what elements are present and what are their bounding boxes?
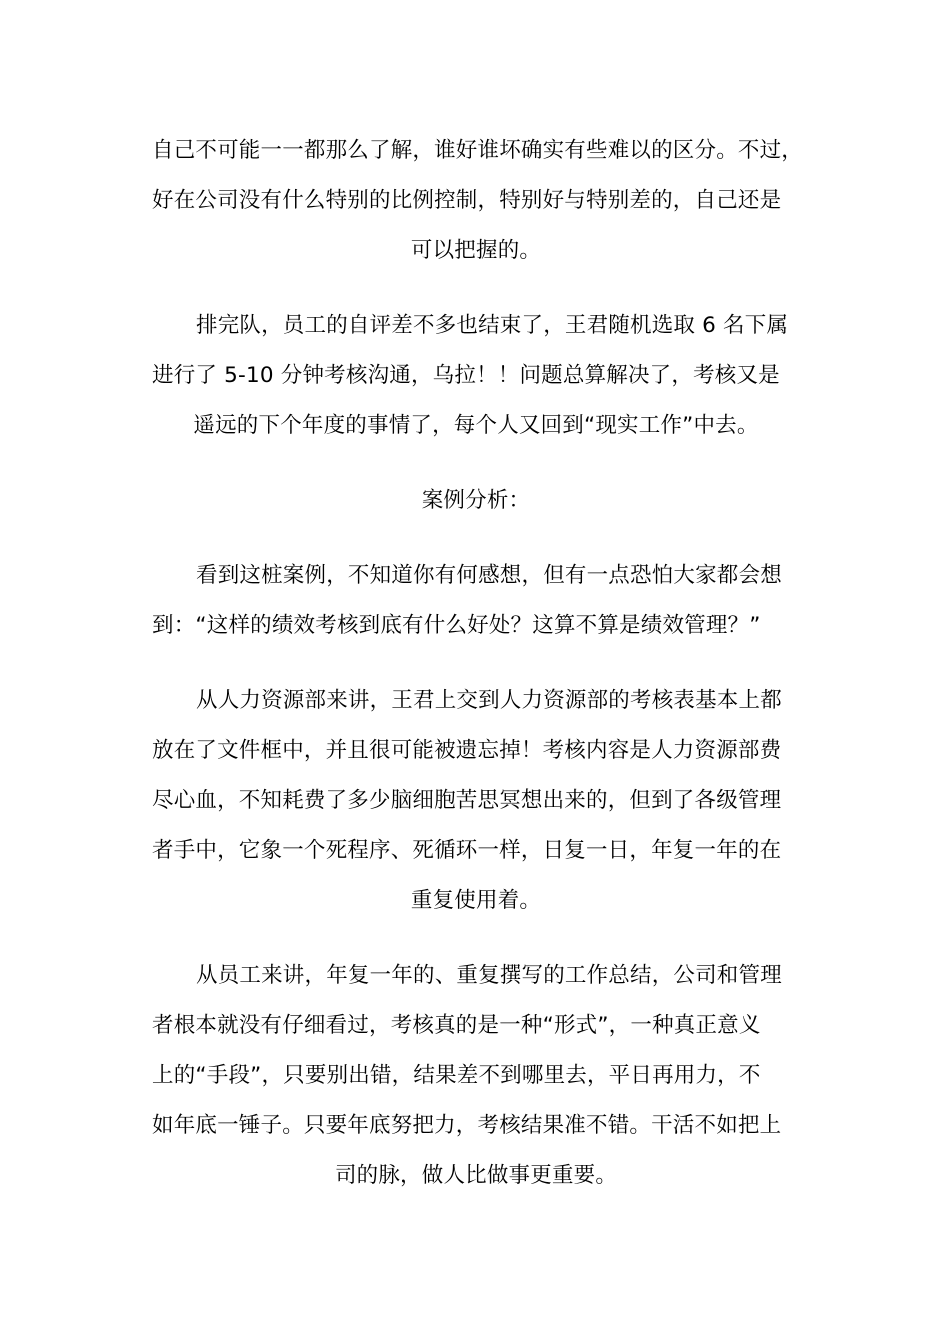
text-line: 看到这桩案例，不知道你有何感想，但有一点恐怕大家都会想	[196, 563, 782, 588]
text-line: 尽心血，不知耗费了多少脑细胞苦思冥想出来的，但到了各级管理	[152, 788, 782, 813]
text-line: 自己不可能一一都那么了解，谁好谁坏确实有些难以的区分。不过，	[152, 138, 804, 163]
text-line: 可以把握的。	[410, 238, 542, 263]
text-line: 重复使用着。	[410, 888, 542, 913]
section-heading: 案例分析：	[421, 488, 531, 513]
text-line: 者手中，它象一个死程序、死循环一样，日复一日，年复一年的在	[152, 838, 782, 863]
text-line: 到：“这样的绩效考核到底有什么好处？这算不算是绩效管理？”	[152, 613, 761, 638]
text-line: 者根本就没有仔细看过，考核真的是一种“形式”，一种真正意义	[152, 1013, 761, 1038]
text-line: 进行了 5-10 分钟考核沟通，乌拉！！问题总算解决了，考核又是	[152, 363, 780, 388]
text-line: 放在了文件框中，并且很可能被遗忘掉！考核内容是人力资源部费	[152, 738, 782, 763]
text-line: 遥远的下个年度的事情了，每个人又回到“现实工作”中去。	[193, 413, 759, 438]
text-line: 排完队，员工的自评差不多也结束了，王君随机选取 6 名下属	[196, 313, 789, 338]
text-line: 好在公司没有什么特别的比例控制，特别好与特别差的，自己还是	[152, 188, 782, 213]
text-line: 上的“手段”，只要别出错，结果差不到哪里去，平日再用力，不	[152, 1063, 761, 1088]
text-line: 从人力资源部来讲，王君上交到人力资源部的考核表基本上都	[196, 688, 782, 713]
text-line: 如年底一锤子。只要年底努把力，考核结果准不错。干活不如把上	[152, 1113, 782, 1138]
text-line: 从员工来讲，年复一年的、重复撰写的工作总结，公司和管理	[196, 963, 782, 988]
text-line: 司的脉，做人比做事更重要。	[334, 1163, 618, 1188]
